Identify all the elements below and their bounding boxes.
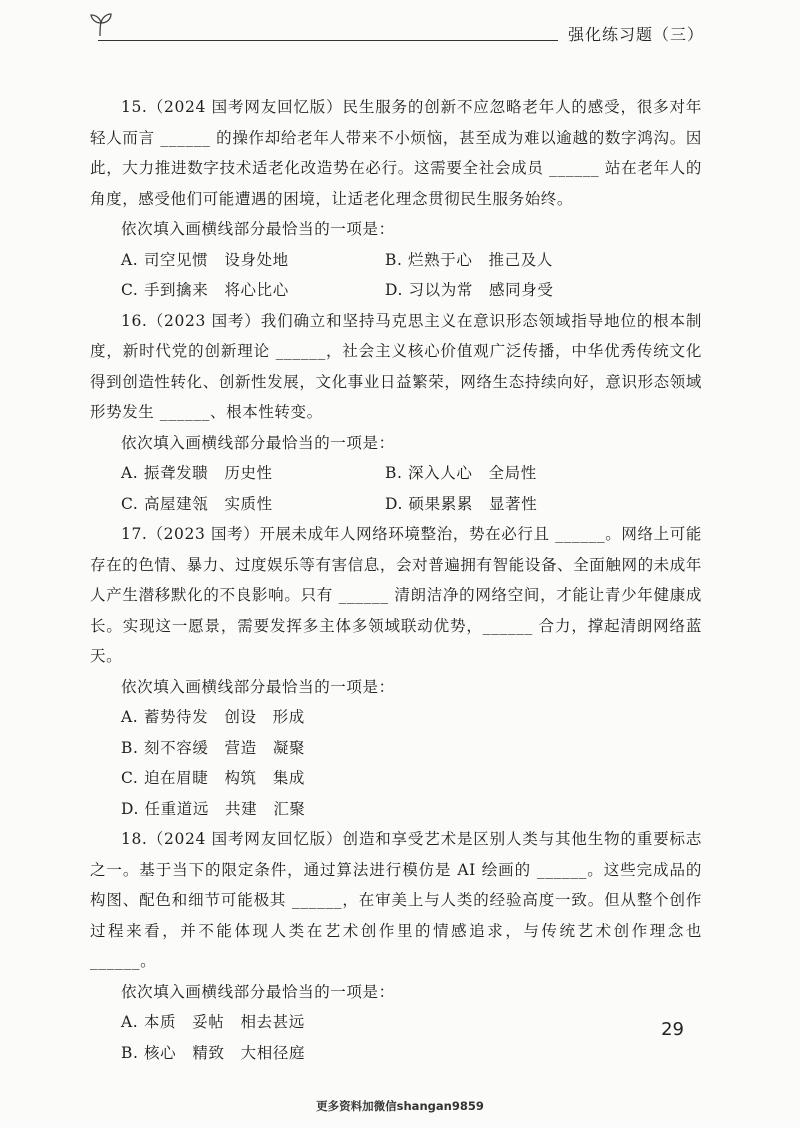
option-b: B. 深入人心 全局性: [385, 464, 537, 482]
option-c: C. 高屋建瓴 实质性: [121, 494, 273, 513]
option-a: A. 司空见惯 设身处地: [121, 250, 289, 269]
question-15: [90, 92, 702, 306]
question-18: [90, 824, 702, 1068]
option-c: C. 迫在眉睫 构筑 集成: [121, 769, 305, 787]
option-d: D. 习以为常 感同身受: [385, 281, 554, 299]
footer-note: 更多资料加微信shangan9859: [316, 1099, 484, 1113]
question-text: 18.（2024 国考网友回忆版）创造和享受艺术是区别人类与其他生物的重要标志之一。基于当下的限定条件，通过算法进行模仿是 AI 绘画的 ______。这些完成品的构图、配色和细节可能极其 ______，在审美上与人类的经验高度一致。但从整个创作过程来看，并不能体现人类在艺术创作里的情感追求，与传统艺术创作理念也 ______。: [90, 830, 702, 970]
section-title: 强化练习题（三）: [558, 22, 704, 45]
page-content: [90, 92, 702, 1068]
question-prompt: 依次填入画横线部分最恰当的一项是：: [121, 677, 395, 696]
question-prompt: 依次填入画横线部分最恰当的一项是：: [121, 982, 395, 1001]
option-d: D. 任重道远 共建 汇聚: [121, 799, 306, 818]
option-b: B. 烂熟于心 推己及人: [385, 250, 553, 269]
page-number: 29: [661, 1019, 684, 1040]
option-a: A. 振聋发聩 历史性: [121, 464, 273, 482]
options-row: [90, 245, 702, 276]
options-row: [90, 489, 702, 520]
question-17: [90, 519, 702, 824]
sprout-icon: [88, 12, 114, 38]
option-b: B. 刻不容缓 营造 凝聚: [121, 738, 306, 757]
question-prompt: 依次填入画横线部分最恰当的一项是：: [121, 433, 395, 452]
option-d: D. 硕果累累 显著性: [385, 494, 538, 513]
option-b: B. 核心 精致 大相径庭: [121, 1043, 306, 1062]
question-text: 17.（2023 国考）开展未成年人网络环境整治，势在必行且 ______。网络上可能存在的色情、暴力、过度娱乐等有害信息，会对普遍拥有智能设备、全面触网的未成年人产生潜移默化的不良影响。只有 ______ 清朗洁净的网络空间，才能让青少年健康成长。实现这一愿景，需要发挥多主体多领域联动优势，______ 合力，撑起清朗网络蓝天。: [90, 525, 702, 665]
option-a: A. 本质 妥帖 相去甚远: [121, 1013, 305, 1031]
page-header: [88, 12, 704, 52]
option-c: C. 手到擒来 将心比心: [121, 281, 289, 299]
options-row: [90, 458, 702, 489]
question-text: 15.（2024 国考网友回忆版）民生服务的创新不应忽略老年人的感受，很多对年轻人而言 ______ 的操作却给老年人带来不小烦恼，甚至成为难以逾越的数字鸿沟。因此，大力推进数字技术适老化改造势在必行。这需要全社会成员 ______ 站在老年人的角度，感受他们可能遭遇的困境，让适老化理念贯彻民生服务始终。: [90, 98, 702, 208]
options-row: [90, 275, 702, 306]
question-text: 16.（2023 国考）我们确立和坚持马克思主义在意识形态领域指导地位的根本制度，新时代党的创新理论 ______，社会主义核心价值观广泛传播，中华优秀传统文化得到创造性转化、创新性发展，文化事业日益繁荣，网络生态持续向好，意识形态领域形势发生 ______、根本性转变。: [90, 311, 702, 421]
option-a: A. 蓄势待发 创设 形成: [121, 708, 305, 726]
question-prompt: 依次填入画横线部分最恰当的一项是：: [121, 220, 395, 238]
question-16: [90, 306, 702, 520]
